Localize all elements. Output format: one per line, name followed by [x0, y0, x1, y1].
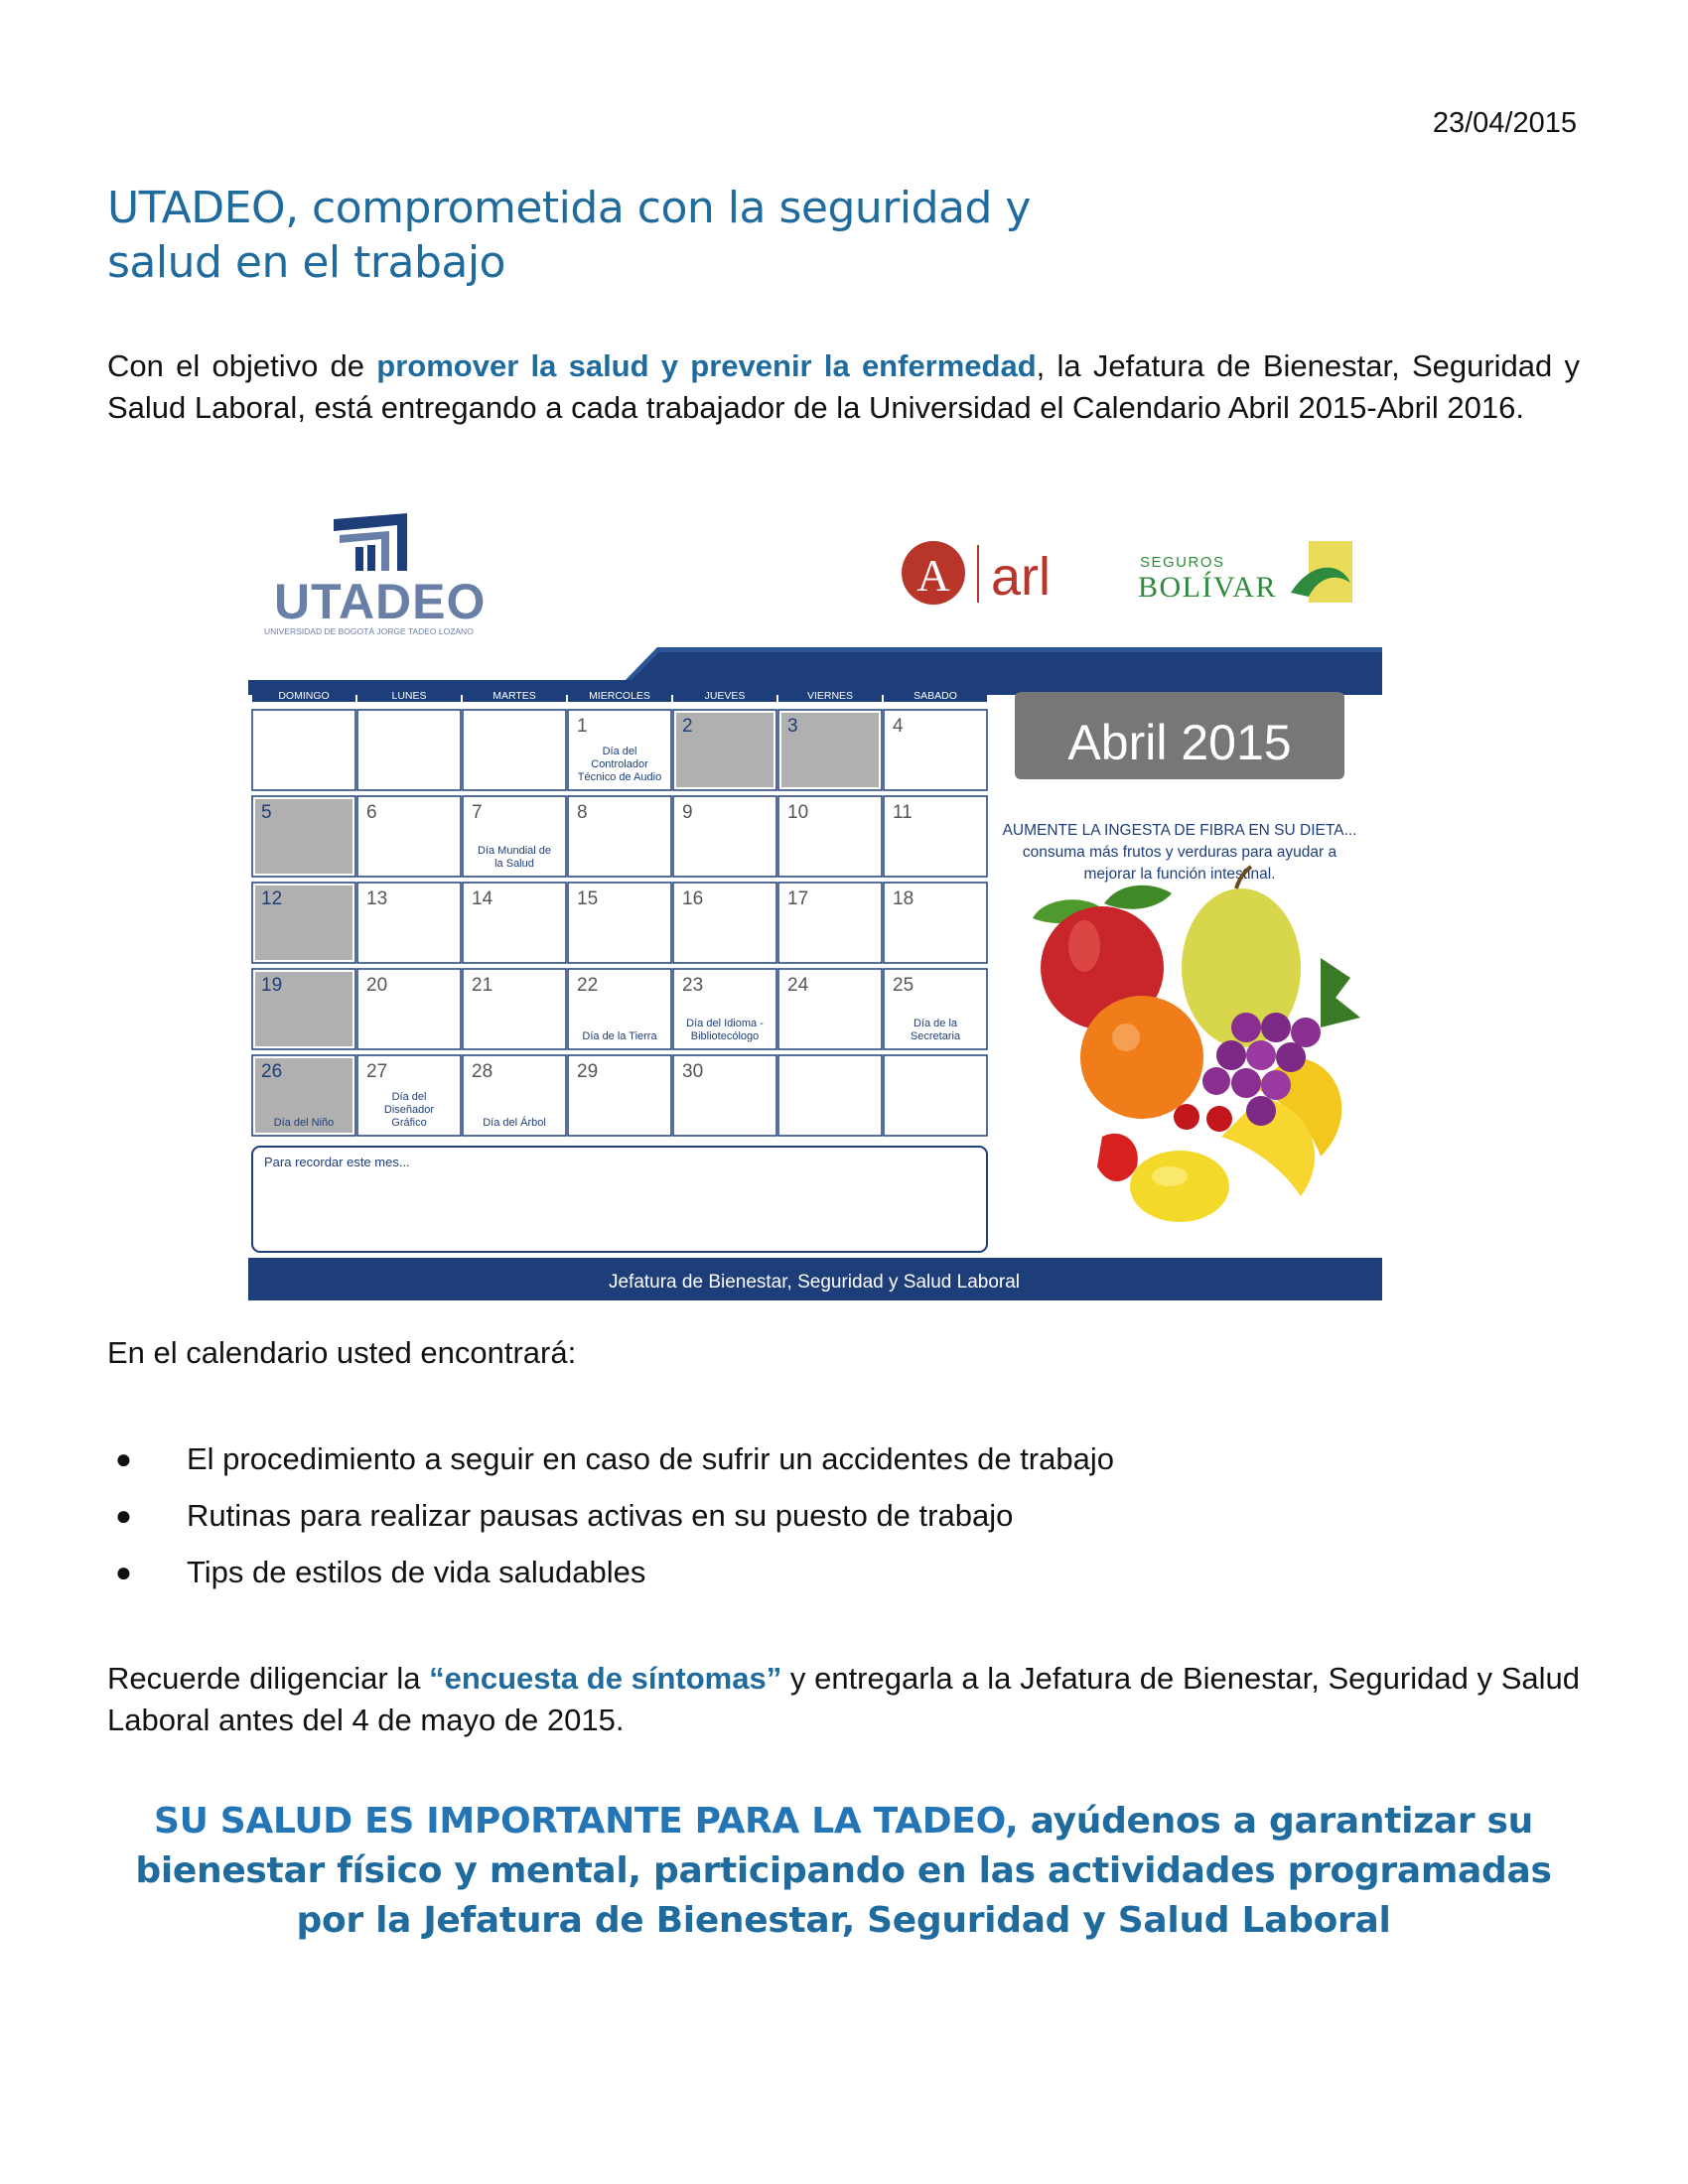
bullet-icon: ● — [115, 1500, 132, 1531]
tip-line-1: AUMENTE LA INGESTA DE FIBRA EN SU DIETA... — [1002, 822, 1357, 839]
seguros-text: SEGUROS — [1140, 554, 1225, 571]
intro-paragraph — [107, 345, 1580, 429]
cherry-illustration — [1206, 1106, 1232, 1132]
day-number: 2 — [682, 716, 693, 737]
bolivar-text: BOLÍVAR — [1138, 571, 1277, 604]
day-number: 23 — [682, 975, 704, 996]
list-item-text: El procedimiento a seguir en caso de sufrir un accidentes de trabajo — [187, 1441, 1114, 1476]
day-note: Día del Diseñador Gráfico — [383, 1091, 435, 1129]
day-note: Día de la Tierra — [582, 1030, 657, 1042]
weekday-label: DOMINGO — [278, 690, 330, 702]
calendar-top-banner — [248, 647, 1382, 695]
survey-reminder — [107, 1658, 1580, 1741]
day-number: 27 — [366, 1061, 388, 1082]
closing-message — [107, 1797, 1580, 1946]
day-number: 7 — [472, 802, 483, 823]
weekday-label: VIERNES — [806, 690, 854, 702]
day-number: 28 — [472, 1061, 493, 1082]
weekday-label: SABADO — [914, 690, 957, 702]
calendar-day-cell — [463, 710, 566, 790]
day-number: 25 — [893, 975, 914, 996]
lemon-illustration — [1130, 1151, 1229, 1222]
day-number: 4 — [893, 716, 904, 737]
bullet-icon: ● — [115, 1557, 132, 1587]
calendar-day-cell — [252, 710, 355, 790]
page-title — [107, 181, 1199, 290]
day-number: 11 — [893, 802, 913, 823]
day-number: 30 — [682, 1061, 704, 1082]
calendar-day-cell — [884, 1055, 987, 1136]
day-number: 16 — [682, 888, 704, 909]
bullet-icon: ● — [115, 1443, 132, 1474]
grape-leaves — [1321, 958, 1360, 1027]
calendar-day-cell — [778, 1055, 882, 1136]
list-item-text: Rutinas para realizar pausas activas en su puesto de trabajo — [187, 1498, 1014, 1533]
utadeo-logo-bar — [355, 547, 363, 571]
day-number: 19 — [261, 975, 283, 996]
calendar-svg — [248, 501, 1400, 1300]
day-note: Día del Niño — [273, 1117, 335, 1129]
lemon-shine — [1152, 1166, 1188, 1186]
intro-connector: y — [648, 348, 691, 383]
document-date: 23/04/2015 — [1432, 107, 1577, 139]
reminder-suffix: y entregarla a la Jefatura de Bienestar, Seguridad y Salud Laboral antes del 4 de mayo de 2015. — [107, 1661, 1580, 1737]
day-number: 10 — [787, 802, 809, 823]
survey-name: “encuesta de síntomas” — [429, 1661, 782, 1696]
leaf-illustration — [1104, 886, 1172, 909]
calendar-footer-text: Jefatura de Bienestar, Seguridad y Salud Laboral — [608, 1272, 1021, 1293]
intro-suffix: , la Jefatura de Bienestar, Seguridad y Salud Laboral, está entregando a cada trabajador de la Universidad el Calendario Abril 2015-Abril 2016. — [107, 348, 1581, 425]
day-number: 21 — [472, 975, 493, 996]
day-number: 5 — [261, 802, 272, 823]
day-note: Día del Idioma -Bibliotecólogo — [686, 1018, 764, 1042]
day-number: 20 — [366, 975, 388, 996]
day-number: 1 — [577, 716, 588, 737]
intro-prefix: Con el objetivo de — [107, 348, 377, 383]
calendar-day-grid — [252, 710, 987, 1136]
utadeo-logo-subtitle: UNIVERSIDAD DE BOGOTÁ JORGE TADEO LOZANO — [264, 626, 474, 636]
list-item — [107, 1439, 1398, 1496]
closing-caps: SU SALUD ES IMPORTANTE PARA LA TADEO, — [154, 1801, 1019, 1842]
day-number: 15 — [577, 888, 599, 909]
utadeo-logo-mark-inner — [340, 531, 389, 571]
day-number: 13 — [366, 888, 388, 909]
day-number: 8 — [577, 802, 588, 823]
day-number: 29 — [577, 1061, 599, 1082]
day-number: 17 — [787, 888, 809, 909]
notes-label: Para recordar este mes... — [264, 1155, 410, 1169]
tip-line-2: consuma más frutos y verduras para ayudar a — [1022, 844, 1337, 861]
arl-letter: A — [916, 550, 950, 601]
title-line-2: salud en el trabajo — [107, 237, 505, 288]
weekday-label: MARTES — [492, 690, 536, 702]
tip-line-3: mejorar la función intestinal. — [1083, 866, 1276, 883]
list-item-text: Tips de estilos de vida saludables — [187, 1555, 646, 1589]
fruit-illustration — [1033, 867, 1360, 1222]
title-line-1: UTADEO, comprometida con la seguridad y — [107, 183, 1031, 233]
list-item — [107, 1496, 1398, 1553]
weekday-label: LUNES — [391, 690, 427, 702]
closing-rest: ayúdenos a garantizar su bienestar físico y mental, participando en las actividades programadas por la Jefatura de Bienestar, Seguridad y Salud Laboral — [135, 1801, 1552, 1941]
utadeo-logo-text: UTADEO — [274, 574, 487, 629]
utadeo-logo — [264, 513, 486, 636]
day-note: Día de la Secretaria — [910, 1018, 961, 1042]
utadeo-logo-bar — [367, 545, 375, 571]
day-note: Día del Controlador Técnico de Audio — [577, 746, 662, 783]
reminder-prefix: Recuerde diligenciar la — [107, 1661, 430, 1696]
day-number: 18 — [893, 888, 914, 909]
day-number: 22 — [577, 975, 599, 996]
weekday-header-row — [252, 688, 987, 702]
day-number: 12 — [261, 888, 283, 909]
calendar-day-cell — [357, 710, 461, 790]
weekday-label: MIERCOLES — [589, 690, 650, 702]
arl-text: arl — [991, 547, 1052, 607]
orange-shine — [1112, 1024, 1140, 1051]
day-note: Día Mundial de la Salud — [478, 845, 551, 870]
seguros-bolivar-logo — [1138, 541, 1352, 604]
day-note: Día del Árbol — [483, 1117, 546, 1129]
month-title: Abril 2015 — [1067, 715, 1292, 770]
day-number: 14 — [472, 888, 493, 909]
calendar-figure — [248, 501, 1400, 1300]
apple-shine — [1068, 920, 1100, 972]
cherry-illustration — [1174, 1104, 1199, 1130]
intro-highlight-prevent: prevenir la enfermedad — [690, 348, 1037, 383]
day-number: 26 — [261, 1061, 283, 1082]
calendar-contents-intro: En el calendario usted encontrará: — [107, 1335, 577, 1370]
weekday-label: JUEVES — [704, 690, 746, 702]
calendar-contents-list — [107, 1439, 1398, 1609]
day-number: 6 — [366, 802, 377, 823]
day-number: 24 — [787, 975, 809, 996]
orange-illustration — [1080, 996, 1203, 1119]
arl-logo — [902, 541, 1051, 607]
day-number: 9 — [682, 802, 693, 823]
intro-highlight-promote: promover la salud — [376, 348, 649, 383]
arl-divider — [977, 545, 979, 603]
list-item — [107, 1553, 1398, 1609]
strawberry-illustration — [1097, 1134, 1138, 1181]
day-number: 3 — [787, 716, 798, 737]
